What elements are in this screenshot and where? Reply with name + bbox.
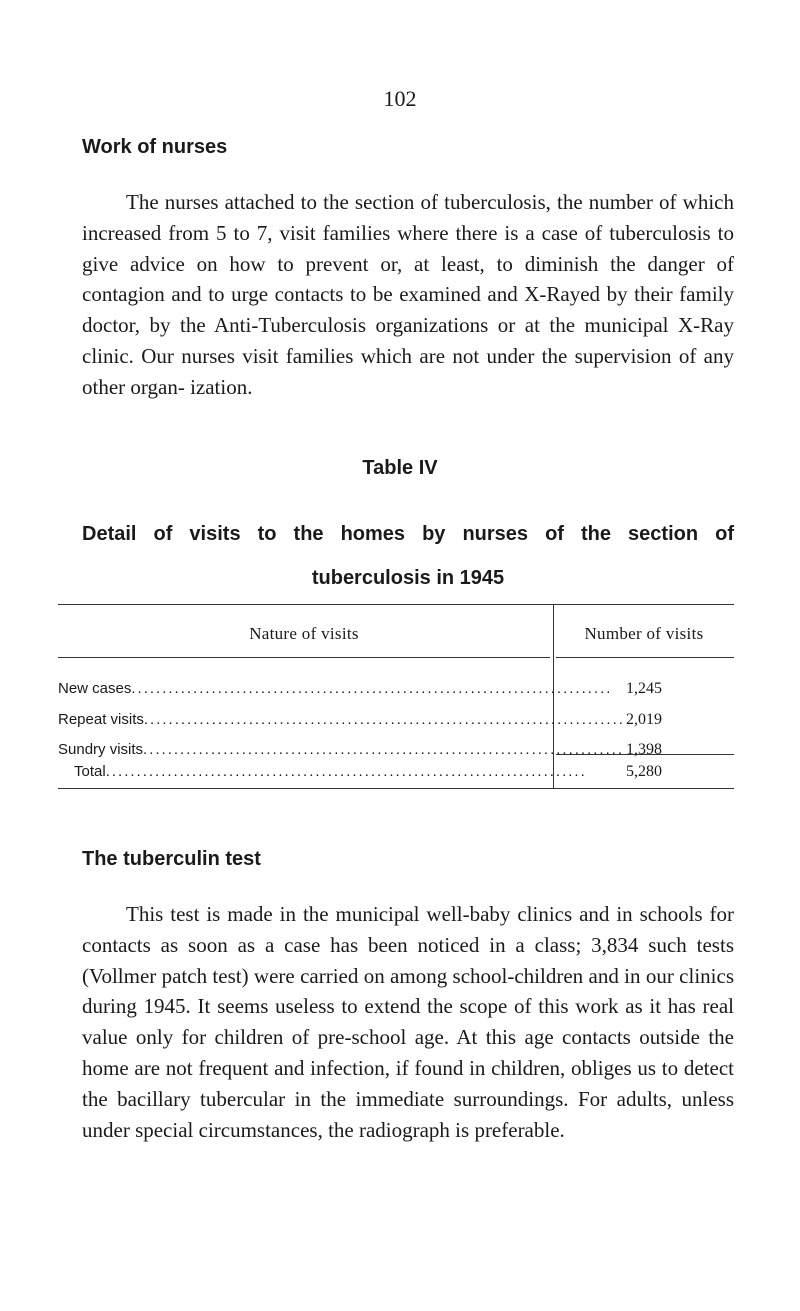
table-row-value: 2,019	[626, 711, 662, 728]
leader-dots: ..............................................................................	[105, 763, 587, 780]
table-row-label	[58, 680, 613, 697]
leader-dots: ..............................................................................	[131, 680, 613, 697]
table-label: Table IV	[362, 457, 438, 479]
table-row-value: 1,245	[626, 680, 662, 697]
row-label-text: New cases	[58, 680, 132, 697]
table-caption	[82, 512, 734, 600]
table-row-label-total	[58, 763, 587, 780]
table-bottom-rule	[58, 788, 734, 789]
column-header-nature: Nature of visits	[249, 624, 359, 643]
leader-dots: ..............................................................................	[143, 741, 625, 758]
column-header-number: Number of visits	[584, 624, 704, 643]
table-row-value: 1,398	[626, 741, 662, 758]
tuberculin-paragraph: This test is made in the municipal well-baby clinics and in schools for contacts as soon as a case has been noticed in a class; 3,834 such tests (Vollmer patch test) were carried on among school-children and in our clinics during 1945. It seems useless to extend the scope of this work as it has real value only for children of pre-school age. At this age contacts outside the home are not frequent and infection, if found in children, obliges us to detect the bacillary tubercular in the immediate surroundings. For adults, unless under special circumstances, the radiograph is preferable.	[82, 902, 734, 1142]
row-label-text: Total	[74, 763, 106, 780]
table-caption-line-2: tuberculosis in 1945	[311, 567, 505, 589]
section-heading-tuberculin-test: The tuberculin test	[82, 848, 261, 870]
row-label-text: Sundry visits	[58, 741, 144, 758]
table-caption-line-1: Detail of visits to the homes by nurses of the section of	[82, 523, 734, 545]
table-row-value-total: 5,280	[626, 763, 662, 780]
section-heading-work-of-nurses: Work of nurses	[82, 136, 228, 158]
table-top-rule	[58, 604, 734, 605]
table-row-label	[58, 741, 625, 758]
header-rule-right	[556, 657, 734, 658]
leader-dots: ..............................................................................	[143, 711, 625, 728]
table-row-label	[58, 711, 625, 728]
page-number: 102	[383, 86, 417, 111]
nurses-paragraph: The nurses attached to the section of tuberculosis, the number of which increased from 5 to 7, visit families where there is a case of tuberculosis to give advice on how to prevent or, at least, to diminish the danger of contagion and to urge contacts to be examined and X-Rayed by their family doctor, by the Anti-Tuberculosis organizations or at the municipal X-Ray clinic. Our nurses visit families which are not under the supervision of any other organ- ization.	[82, 190, 734, 399]
row-label-text: Repeat visits	[58, 711, 144, 728]
header-rule-left	[58, 657, 550, 658]
